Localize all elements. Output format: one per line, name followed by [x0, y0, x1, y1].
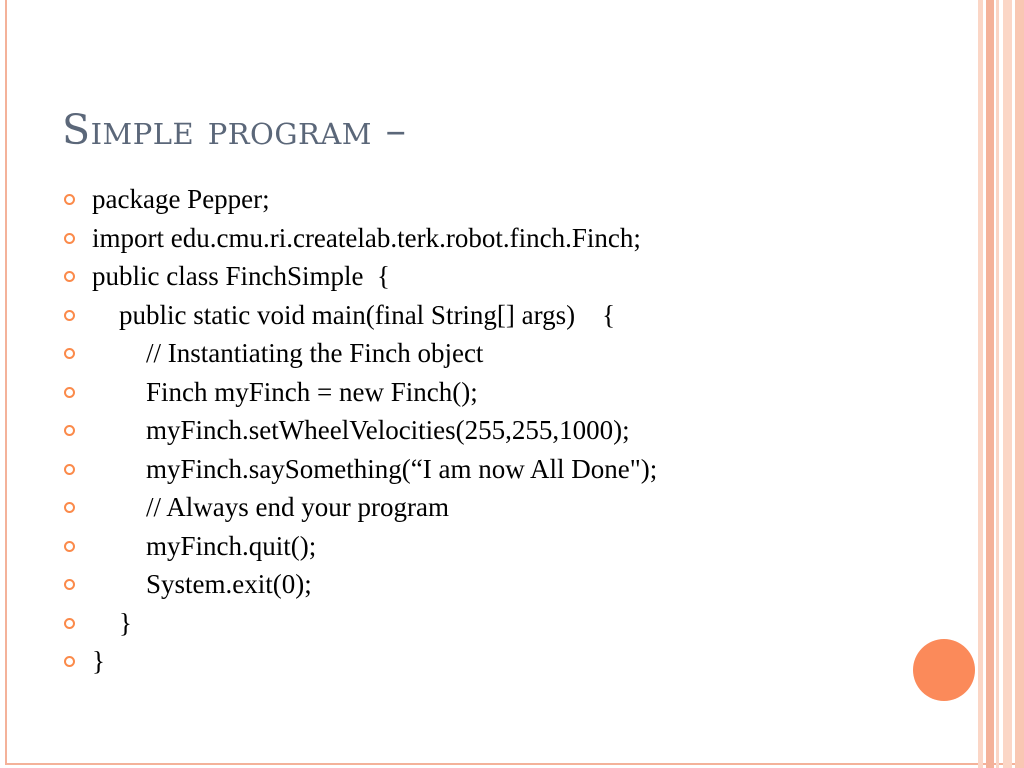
bullet-icon [64, 348, 75, 359]
bullet-icon [64, 618, 75, 629]
bullet-icon [64, 271, 75, 282]
decorative-stripe [1015, 0, 1024, 768]
list-item [64, 373, 944, 412]
bullet-icon [64, 502, 75, 513]
code-line: } [92, 607, 132, 638]
code-line: public static void main(final String[] args) { [92, 299, 616, 330]
bullet-icon [64, 464, 75, 475]
code-line: } [92, 646, 105, 676]
list-item [64, 219, 944, 258]
list-item [64, 257, 944, 296]
list-item [64, 180, 944, 219]
bullet-icon [64, 387, 75, 398]
code-line: import edu.cmu.ri.createlab.terk.robot.finch.Finch; [92, 222, 641, 253]
list-item [64, 565, 944, 604]
list-item [64, 527, 944, 566]
list-item [64, 411, 944, 450]
bullet-icon [64, 194, 75, 205]
decorative-stripe [978, 0, 983, 768]
list-item [64, 296, 944, 335]
bullet-icon [64, 656, 75, 667]
code-line: myFinch.setWheelVelocities(255,255,1000); [92, 415, 630, 445]
bullet-icon [64, 541, 75, 552]
bullet-icon [64, 579, 75, 590]
code-line: public class FinchSimple { [92, 261, 390, 291]
decorative-stripe [986, 0, 994, 768]
list-item [64, 450, 944, 489]
code-line: myFinch.saySomething(“I am now All Done"); [92, 453, 658, 484]
list-item [64, 604, 944, 643]
bullet-icon [64, 425, 75, 436]
decorative-stripe [1003, 0, 1012, 768]
list-item [64, 334, 944, 373]
bullet-icon [64, 233, 75, 244]
bullet-icon [64, 310, 75, 321]
code-line: // Instantiating the Finch object [92, 338, 484, 368]
code-line: System.exit(0); [92, 569, 312, 599]
code-line: myFinch.quit(); [92, 530, 317, 561]
list-item [64, 488, 944, 527]
code-line: // Always end your program [92, 492, 449, 522]
code-bullet-list [64, 180, 944, 681]
code-line: package Pepper; [92, 184, 270, 214]
slide-title: Simple program – [62, 106, 407, 154]
decorative-stripe [996, 0, 999, 768]
code-line: Finch myFinch = new Finch(); [92, 376, 478, 407]
list-item [64, 642, 944, 681]
